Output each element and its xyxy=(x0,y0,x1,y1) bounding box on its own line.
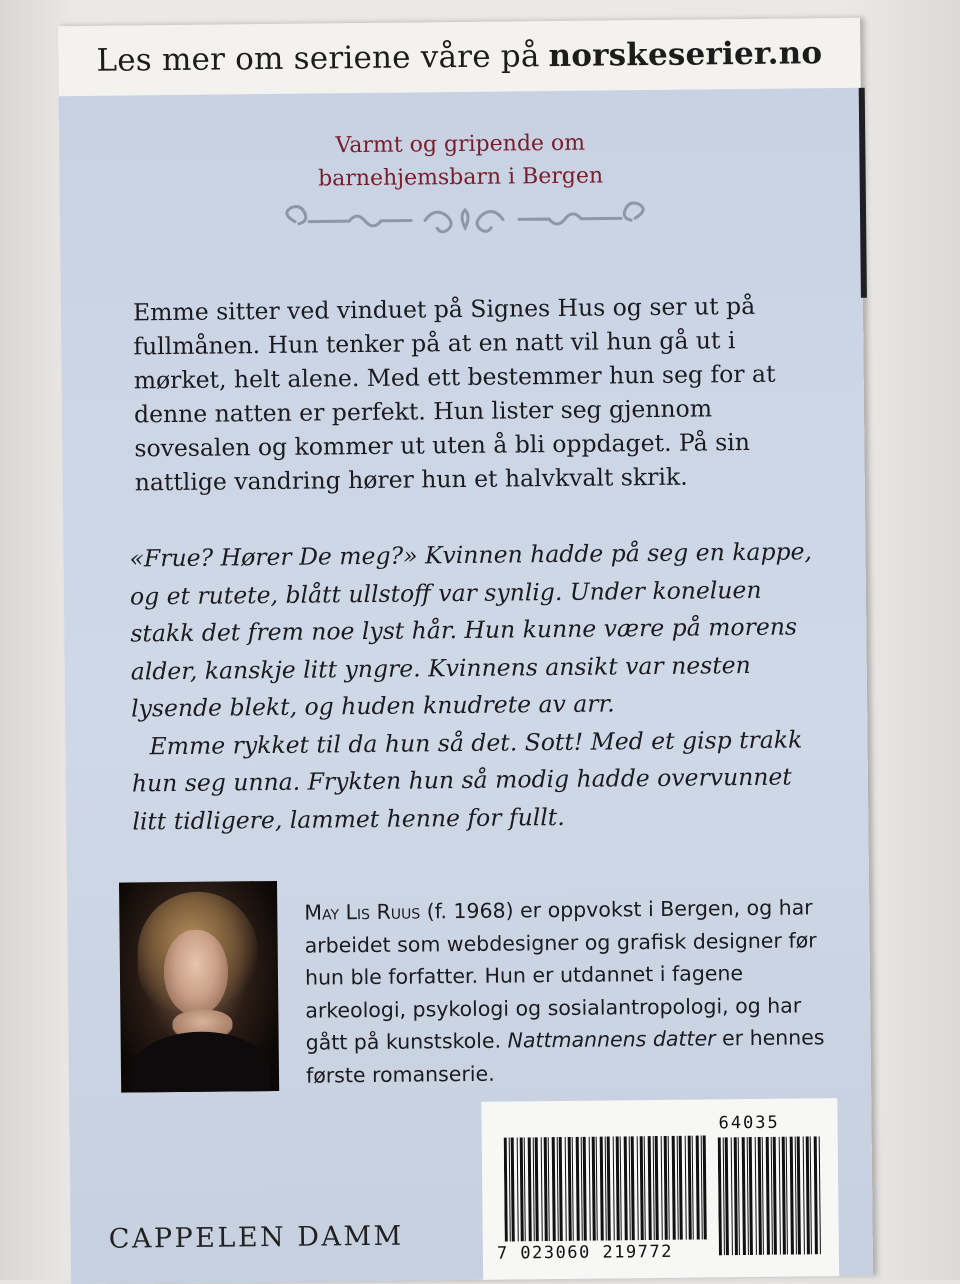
barcode-bar xyxy=(747,1137,749,1255)
barcode-bar xyxy=(773,1137,777,1255)
author-photo xyxy=(119,881,279,1093)
barcode-bar xyxy=(568,1137,572,1241)
barcode-bar xyxy=(644,1136,646,1240)
barcode-bar xyxy=(701,1136,703,1240)
barcode-main-icon xyxy=(504,1135,711,1241)
barcode-panel xyxy=(481,1098,839,1280)
barcode-bar xyxy=(624,1136,628,1240)
barcode-bar xyxy=(535,1137,539,1241)
barcode-bar xyxy=(600,1137,604,1241)
barcode-bar xyxy=(605,1137,607,1241)
barcode-bar xyxy=(755,1137,757,1255)
bio-text-1: (f. 1968) er oppvokst i Bergen, og har arbeidet som webdesigner og grafisk designer før hun ble forfatter. Hun er utdannet i fagene arkeologi, psykologi og sosialantropologi, og har gått på kunstskole. xyxy=(304,895,817,1055)
barcode-bar xyxy=(528,1137,532,1241)
barcode-bar xyxy=(734,1137,738,1255)
barcode-bar xyxy=(803,1136,805,1254)
barcode-bar xyxy=(723,1137,725,1255)
barcode-bar xyxy=(653,1136,655,1240)
barcode-bar xyxy=(548,1137,550,1241)
barcode-addon-number: 64035 xyxy=(718,1112,780,1134)
barcode-bar xyxy=(814,1136,818,1254)
book-blurb: Emme sitter ved vinduet på Signes Hus og ser ut på fullmånen. Hun tenker på at en natt vil hun gå ut i mørket, helt alene. Med ett bestemmer hun seg for at denne natten er perfekt. Hun lister seg gjennom sovesalen og kommer ut uten å bli oppdaget. På sin nattlige vandring hører hun et halvkvalt skrik. xyxy=(132,291,776,497)
barcode-bar xyxy=(677,1136,679,1240)
barcode-bar xyxy=(703,1135,707,1239)
barcode-bar xyxy=(533,1137,535,1241)
barcode-bar xyxy=(620,1136,622,1240)
barcode-bar xyxy=(544,1137,548,1241)
series-title: Nattmannens datter xyxy=(507,1026,716,1053)
barcode-bar xyxy=(581,1137,583,1241)
barcode-bar xyxy=(637,1136,639,1240)
barcode-bar xyxy=(589,1137,591,1241)
barcode-bar xyxy=(572,1137,574,1241)
author-name: May Lis Ruus xyxy=(304,899,421,925)
barcode-bar xyxy=(613,1136,615,1240)
barcode-addon-icon xyxy=(718,1136,823,1255)
barcode-bar xyxy=(679,1136,683,1240)
publisher-logo: CAPPELEN DAMM xyxy=(108,1220,404,1255)
barcode-bar xyxy=(790,1137,794,1255)
ornament-divider xyxy=(275,196,655,242)
series-website-banner xyxy=(58,18,861,96)
website-link: norskeserier.no xyxy=(548,35,823,75)
barcode-bar xyxy=(819,1136,821,1254)
barcode-bar xyxy=(583,1137,587,1241)
barcode-bar xyxy=(731,1137,733,1255)
excerpt-paragraph-2: Emme rykket til da hun så det. Sott! Med et gisp trakk hun seg unna. Frykten hun så modig hadde overvunnet litt tidligere, lammet henne for fullt. xyxy=(131,724,803,835)
barcode-bar xyxy=(782,1137,786,1255)
barcode-bar xyxy=(629,1136,631,1240)
barcode-bar xyxy=(596,1137,598,1241)
barcode-bar xyxy=(664,1136,668,1240)
barcode-bar xyxy=(616,1136,620,1240)
barcode-bar xyxy=(685,1136,687,1240)
barcode-bar xyxy=(524,1137,526,1241)
barcode-bar xyxy=(661,1136,663,1240)
barcode-bar xyxy=(688,1136,692,1240)
barcode-bar xyxy=(565,1137,567,1241)
barcode-bar xyxy=(749,1137,753,1255)
tagline xyxy=(59,124,862,198)
barcode-bar xyxy=(779,1137,781,1255)
book-back-cover xyxy=(58,18,873,1284)
excerpt-paragraph-1: «Frue? Hører De meg?» Kvinnen hadde på seg en kappe, og et rutete, blått ullstoff var synlig. Under koneluen stakk det frem noe lyst hår. Hun kunne være på morens alder, kanskje litt yngre. Kvinnens ansikt var nesten lysende blekt, og huden knudrete av arr. xyxy=(129,537,813,723)
barcode-bar xyxy=(592,1137,596,1241)
barcode-bar xyxy=(640,1136,644,1240)
book-excerpt xyxy=(129,533,832,840)
barcode-bar xyxy=(672,1136,676,1240)
barcode-bar xyxy=(552,1137,556,1241)
barcode-bar xyxy=(557,1137,559,1241)
barcode-bar xyxy=(725,1137,729,1255)
author-photo-shoulder xyxy=(131,1031,272,1093)
barcode-bar xyxy=(541,1137,543,1241)
barcode-bar xyxy=(766,1137,770,1255)
author-bio xyxy=(304,891,846,1092)
tagline-line-2: barnehjemsbarn i Bergen xyxy=(318,163,604,192)
barcode-bar xyxy=(648,1136,652,1240)
barcode-bar xyxy=(668,1136,670,1240)
barcode-bar xyxy=(742,1137,746,1255)
barcode-bar xyxy=(511,1137,515,1241)
tagline-line-1: Varmt og gripende om xyxy=(335,130,586,159)
barcode-bar xyxy=(504,1138,508,1242)
barcode-bar xyxy=(797,1136,801,1254)
author-photo-face xyxy=(163,929,228,1016)
barcode-bar xyxy=(806,1136,810,1254)
barcode-number: 7 023060 219772 xyxy=(496,1241,674,1264)
barcode-bar xyxy=(696,1136,700,1240)
barcode-bar xyxy=(758,1137,762,1255)
barcode-bar xyxy=(520,1137,524,1241)
barcode-bar xyxy=(655,1136,659,1240)
barcode-bar xyxy=(738,1137,740,1255)
barcode-bar xyxy=(795,1137,797,1255)
barcode-bar xyxy=(607,1136,611,1240)
barcode-bar xyxy=(559,1137,563,1241)
barcode-bar xyxy=(631,1136,635,1240)
barcode-bar xyxy=(786,1137,788,1255)
barcode-bar xyxy=(771,1137,773,1255)
bio-text-2: er hennes første romanserie. xyxy=(305,1025,825,1088)
banner-text: Les mer om seriene våre på xyxy=(96,38,540,79)
barcode-bar xyxy=(762,1137,764,1255)
barcode-bar xyxy=(718,1137,722,1255)
barcode-bar xyxy=(810,1136,812,1254)
barcode-bar xyxy=(509,1138,511,1242)
barcode-bar xyxy=(517,1137,519,1241)
barcode-bar xyxy=(576,1137,580,1241)
barcode-bar xyxy=(692,1136,694,1240)
